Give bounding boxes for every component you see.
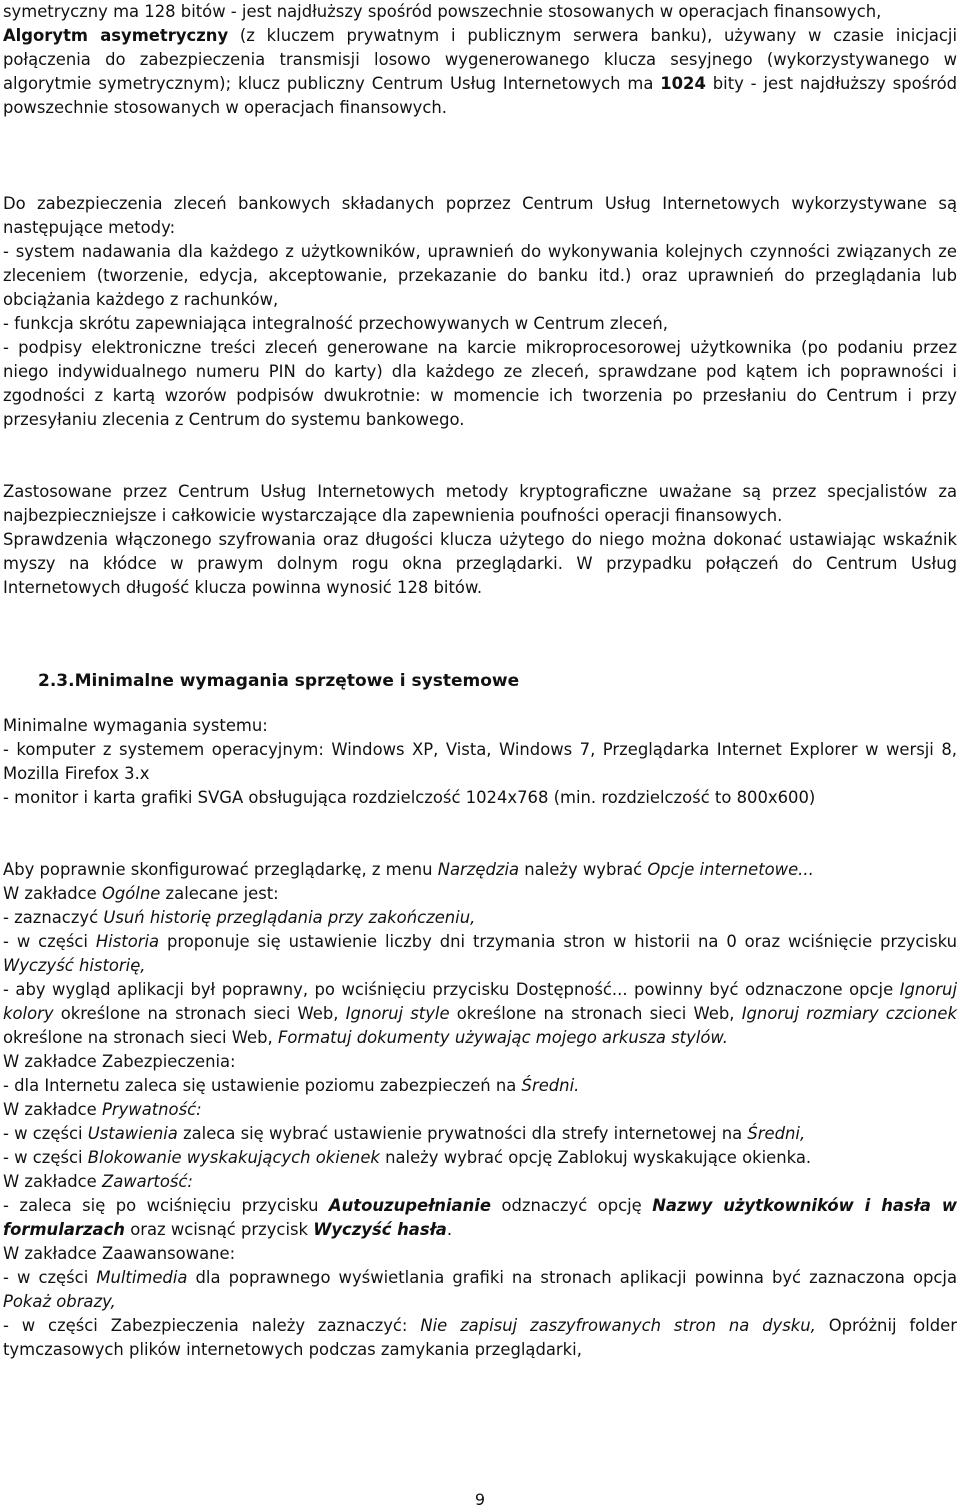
list-item: - funkcja skrótu zapewniająca integralność przechowywanych w Centrum zleceń, [3,314,668,333]
text-span: Minimalne wymagania systemu: [3,716,268,735]
text-span: należy wybrać opcję Zablokuj wyskakujące okienka. [379,1148,812,1167]
italic-term: Blokowanie wyskakujących okienek [87,1148,380,1167]
italic-term: Historia [95,932,160,951]
page-number: 9 [474,1490,486,1509]
text-span: - zaznaczyć [3,908,104,927]
text-span: - zaleca się po wciśnięciu przycisku [3,1196,329,1215]
list-item: - podpisy elektroniczne treści zleceń generowane na karcie mikroprocesorowej użytkownika (po podaniu przez niego indywidualnego numeru PIN do karty) dla każdego ze zleceń, sprawdzane pod kątem ich poprawności i zgodności z kartą wzorów podpisów dwukrotnie: w momencie ich tworzenia po przesłaniu do Centrum i przy przesyłaniu zlecenia z Centrum do systemu bankowego. [3,338,957,429]
text-span: zaleca się wybrać ustawienie prywatności dla strefy internetowej na [177,1124,748,1143]
text-span: W zakładce Zabezpieczenia: [3,1052,236,1071]
italic-term: Ignoruj rozmiary czcionek [741,1004,957,1023]
list-item: - system nadawania dla każdego z użytkowników, uprawnień do wykonywania kolejnych czynności związanych ze zleceniem (tworzenie, edycja, akceptowanie, przekazanie do banku itd.) oraz uprawnień do przeglądania lub obciążania każdego z rachunków, [3,242,957,309]
italic-term: Pokaż obrazy, [3,1292,116,1311]
text-span: odznaczyć opcję [491,1196,653,1215]
text-span: dla poprawnego wyświetlania grafiki na stronach aplikacji powinna być zaznaczona opcja [187,1268,957,1287]
bold-italic-term: Wyczyść hasła [313,1220,447,1239]
text-span: W zakładce [3,1100,102,1119]
italic-term: Opcje internetowe... [647,860,814,879]
bold-term: 1024 [660,74,706,93]
text-span: oraz wcisnąć przycisk [124,1220,314,1239]
italic-term: Narzędzia [437,860,520,879]
italic-term: Średni. [521,1076,580,1095]
text-span: W zakładce Zaawansowane: [3,1244,236,1263]
text-span: Do zabezpieczenia zleceń bankowych składanych poprzez Centrum Usług Internetowych wykorzystywane są następujące metody: [3,194,957,237]
italic-term: Zawartość: [101,1172,193,1191]
text-span: W zakładce [3,1172,102,1191]
italic-term: Ignoruj kolory [3,980,957,1023]
italic-term: Ogólne [101,884,161,903]
italic-term: Usuń historię przeglądania przy zakończeniu, [103,908,476,927]
bold-italic-term: Autouzupełnianie [328,1196,491,1215]
italic-term: Wyczyść historię, [3,956,146,975]
list-item: - monitor i karta grafiki SVGA obsługująca rozdzielczość 1024x768 (min. rozdzielczość to 800x600) [3,788,816,807]
text-span: - dla Internetu zaleca się ustawienie poziomu zabezpieczeń na [3,1076,522,1095]
italic-term: Ustawienia [87,1124,178,1143]
text-span: - w części [3,1268,97,1287]
text-span: proponuje się ustawienie liczby dni trzymania stron w historii na 0 oraz wciśnięcie przycisku [159,932,957,951]
paragraph-encryption-algorithms [3,0,957,120]
text-span: należy wybrać [519,860,648,879]
text-span: zalecane jest: [160,884,279,903]
text-span: - w części [3,1124,88,1143]
text-span: (z kluczem prywatnym i publicznym serwera banku), używany w czasie inicjacji połączenia do zabezpieczenia transmisji losowo wygenerowanego klucza sesyjnego (wykorzystywanego w algorytmie symetrycznym); klucz publiczny Centrum Usług Internetowych ma [3,26,957,93]
text-span: określone na stronach sieci Web, [53,1004,346,1023]
text-span: określone na stronach sieci Web, [3,1028,278,1047]
text-span: Sprawdzenia włączonego szyfrowania oraz długości klucza użytego do niego można dokonać ustawiając wskaźnik myszy na kłódce w prawym dolnym rogu okna przeglądarki. W przypadku połączeń do Centrum Usług Internetowych długość klucza powinna wynosić 128 bitów. [3,530,957,597]
section-heading: 2.3.Minimalne wymagania sprzętowe i systemowe [38,671,520,691]
text-span: bity - jest najdłuższy spośród powszechnie stosowanych w operacjach finansowych. [3,74,957,117]
paragraph-min-requirements [3,714,957,810]
paragraph-browser-config [3,858,957,1362]
text-span: . [446,1220,453,1239]
text-span: - w części Zabezpieczenia należy zaznaczyć: [3,1316,421,1335]
italic-term: Prywatność: [101,1100,202,1119]
paragraph-order-security-methods [3,192,957,432]
bold-italic-term: Nazwy użytkowników i hasła w formularzach [3,1196,957,1239]
text-span: Opróżnij folder tymczasowych plików internetowych podczas zamykania przeglądarki, [3,1316,957,1359]
text-span: - aby wygląd aplikacji był poprawny, po wciśnięciu przycisku Dostępność... powinny być odznaczone opcje [3,980,900,999]
text-span: Zastosowane przez Centrum Usług Internetowych metody kryptograficzne uważane są przez specjalistów za najbezpieczniejsze i całkowicie wystarczające dla zapewnienia poufności operacji finansowych. [3,482,957,525]
text-span: Aby poprawnie skonfigurować przeglądarkę, z menu [3,860,438,879]
italic-term: Średni, [747,1124,806,1143]
text-span: określone na stronach sieci Web, [449,1004,742,1023]
italic-term: Ignoruj style [345,1004,450,1023]
italic-term: Multimedia [96,1268,188,1287]
italic-term: Nie zapisuj zaszyfrowanych stron na dysku, [420,1316,816,1335]
text-span: - w części [3,1148,88,1167]
paragraph-crypto-methods [3,480,957,600]
text-span: W zakładce [3,884,102,903]
bold-term: Algorytm asymetryczny [3,26,229,45]
text-span: symetryczny ma 128 bitów - jest najdłuższy spośród powszechnie stosowanych w operacjach finansowych, [3,2,882,21]
italic-term: Formatuj dokumenty używając mojego arkusza stylów. [277,1028,728,1047]
text-span: - w części [3,932,96,951]
list-item: - komputer z systemem operacyjnym: Windows XP, Vista, Windows 7, Przeglądarka Internet Explorer w wersji 8, Mozilla Firefox 3.x [3,740,957,783]
